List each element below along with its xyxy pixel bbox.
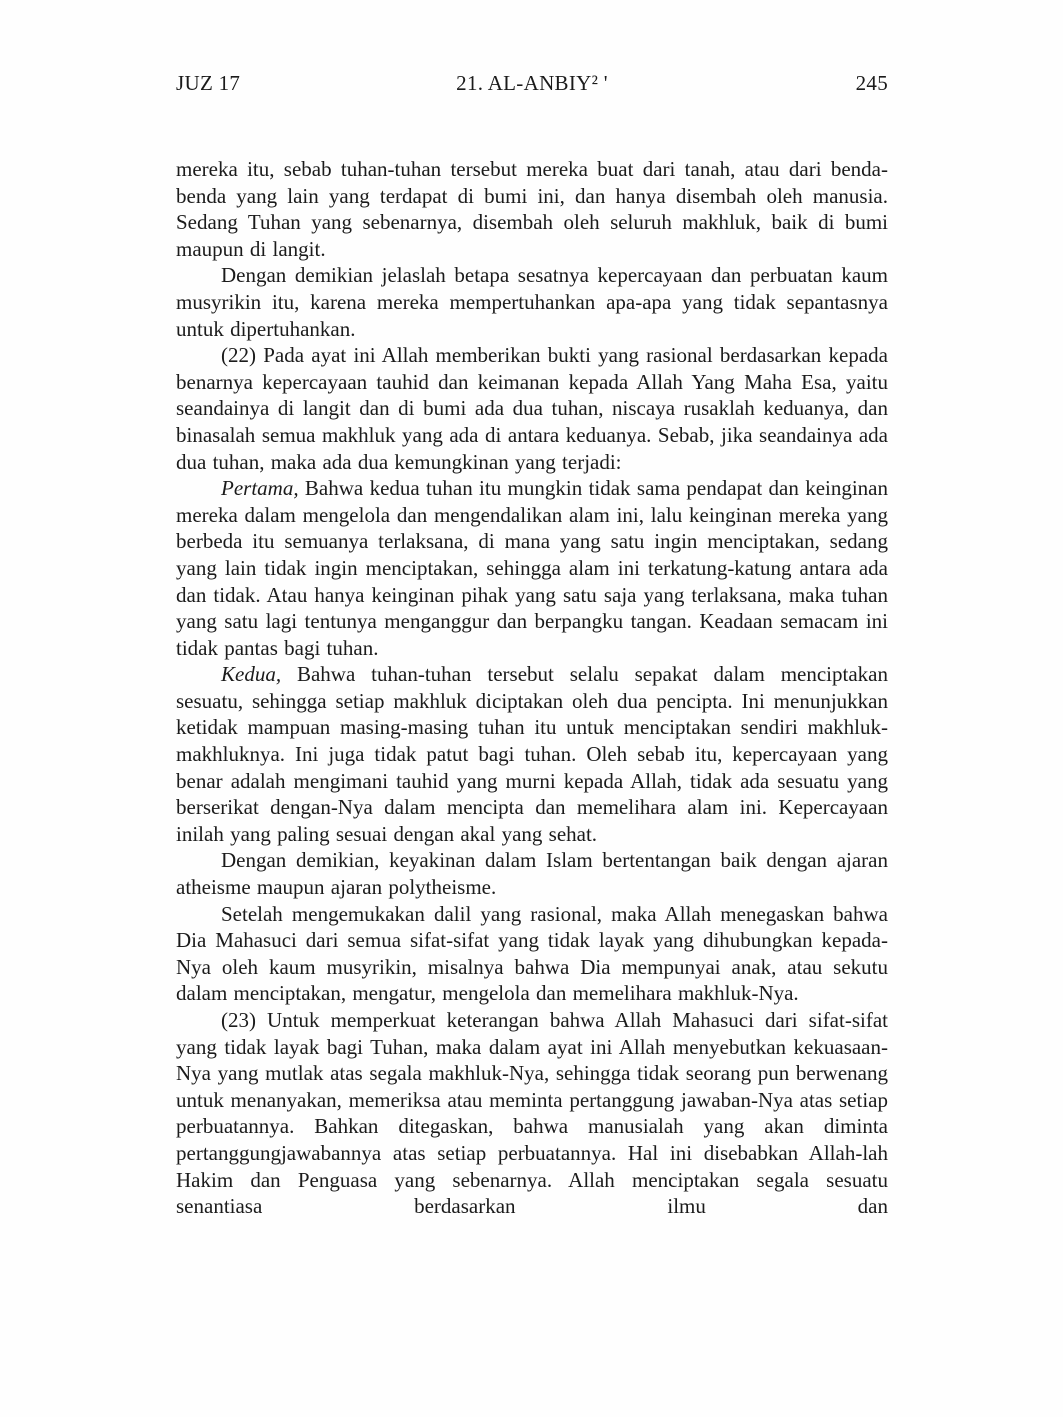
paragraph <box>176 475 888 661</box>
paragraph-text: Dengan demikian, keyakinan dalam Islam bertentangan baik dengan ajaran atheisme maupun ajaran polytheisme. <box>176 848 888 900</box>
paragraph-text: Bahwa kedua tuhan itu mungkin tidak sama pendapat dan keinginan mereka dalam mengelola dan mengendalikan alam ini, lalu keinginan mereka yang berbeda itu semuanya terlaksana, di mana yang satu ingin menciptakan, sedang yang lain tidak ingin menciptakan, sehingga alam ini terkatung-katung antara ada dan tidak. Atau hanya keinginan pihak yang satu saja yang terlaksana, maka tuhan yang satu lagi tentunya menganggur dan berpangku tangan. Keadaan semacam ini tidak pantas bagi tuhan. <box>176 476 888 660</box>
surah-title: 21. AL-ANBIY² ' <box>456 71 608 95</box>
paragraph <box>176 342 888 475</box>
paragraph <box>176 847 888 900</box>
paragraph-text: Dengan demikian jelaslah betapa sesatnya kepercayaan dan perbuatan kaum musyrikin itu, karena mereka mempertuhankan apa-apa yang tidak sepantasnya untuk dipertuhankan. <box>176 263 888 341</box>
paragraph <box>176 661 888 847</box>
paragraph <box>176 901 888 1007</box>
page-number: 245 <box>855 71 888 95</box>
page-header <box>176 70 888 97</box>
paragraph <box>176 1007 888 1220</box>
paragraph-text: (23) Untuk memperkuat keterangan bahwa Allah Mahasuci dari sifat-sifat yang tidak layak bagi Tuhan, maka dalam ayat ini Allah menyebutkan kekuasaan-Nya yang mutlak atas segala makhluk-Nya, sehingga tidak seorang pun berwenang untuk menanyakan, memeriksa atau meminta pertanggung jawaban-Nya atas setiap perbuatannya. Bahkan ditegaskan, bahwa manusialah yang akan diminta pertanggungjawabannya atas setiap perbuatannya. Hal ini disebabkan Allah-lah Hakim dan Penguasa yang sebenarnya. Allah menciptakan segala sesuatu senantiasa berdasarkan ilmu dan <box>176 1008 888 1219</box>
paragraph-text: mereka itu, sebab tuhan-tuhan tersebut mereka buat dari tanah, atau dari benda-benda yang lain yang terdapat di bumi ini, dan hanya disembah oleh manusia. Sedang Tuhan yang sebenarnya, disembah oleh seluruh makhluk, baik di bumi maupun di langit. <box>176 157 888 261</box>
body-text <box>176 156 888 1220</box>
paragraph-text: Setelah mengemukakan dalil yang rasional, maka Allah menegaskan bahwa Dia Mahasuci dari semua sifat-sifat yang tidak layak yang dihubungkan kepada-Nya oleh kaum musyrikin, misalnya bahwa Dia mempunyai anak, atau sekutu dalam menciptakan, mengatur, mengelola dan memelihara makhluk-Nya. <box>176 901 888 1006</box>
paragraph-text: Bahwa tuhan-tuhan tersebut selalu sepakat dalam menciptakan sesuatu, sehingga setiap makhluk diciptakan oleh dua pencipta. Ini menunjukkan ketidak mampuan masing-masing tuhan itu untuk menciptakan sendiri makhluk-makhluknya. Ini juga tidak patut bagi tuhan. Oleh sebab itu, kepercayaan yang benar adalah mengimani tauhid yang murni kepada Allah, tidak ada sesuatu yang berserikat dengan-Nya dalam mencipta dan memelihara alam ini. Kepercayaan inilah yang paling sesuai dengan akal yang sehat. <box>176 662 888 846</box>
paragraph-lead: Pertama, <box>221 476 299 501</box>
paragraph-text: (22) Pada ayat ini Allah memberikan bukti yang rasional berdasarkan kepada benarnya kepercayaan tauhid dan keimanan kepada Allah Yang Maha Esa, yaitu seandainya di langit dan di bumi ada dua tuhan, niscaya rusaklah keduanya, dan binasalah semua makhluk yang ada di antara keduanya. Sebab, jika seandainya ada dua tuhan, maka ada dua kemungkinan yang terjadi: <box>176 343 888 474</box>
juz-label: JUZ 17 <box>176 71 241 95</box>
paragraph <box>176 262 888 342</box>
paragraph <box>176 156 888 262</box>
paragraph-lead: Kedua, <box>221 662 282 687</box>
